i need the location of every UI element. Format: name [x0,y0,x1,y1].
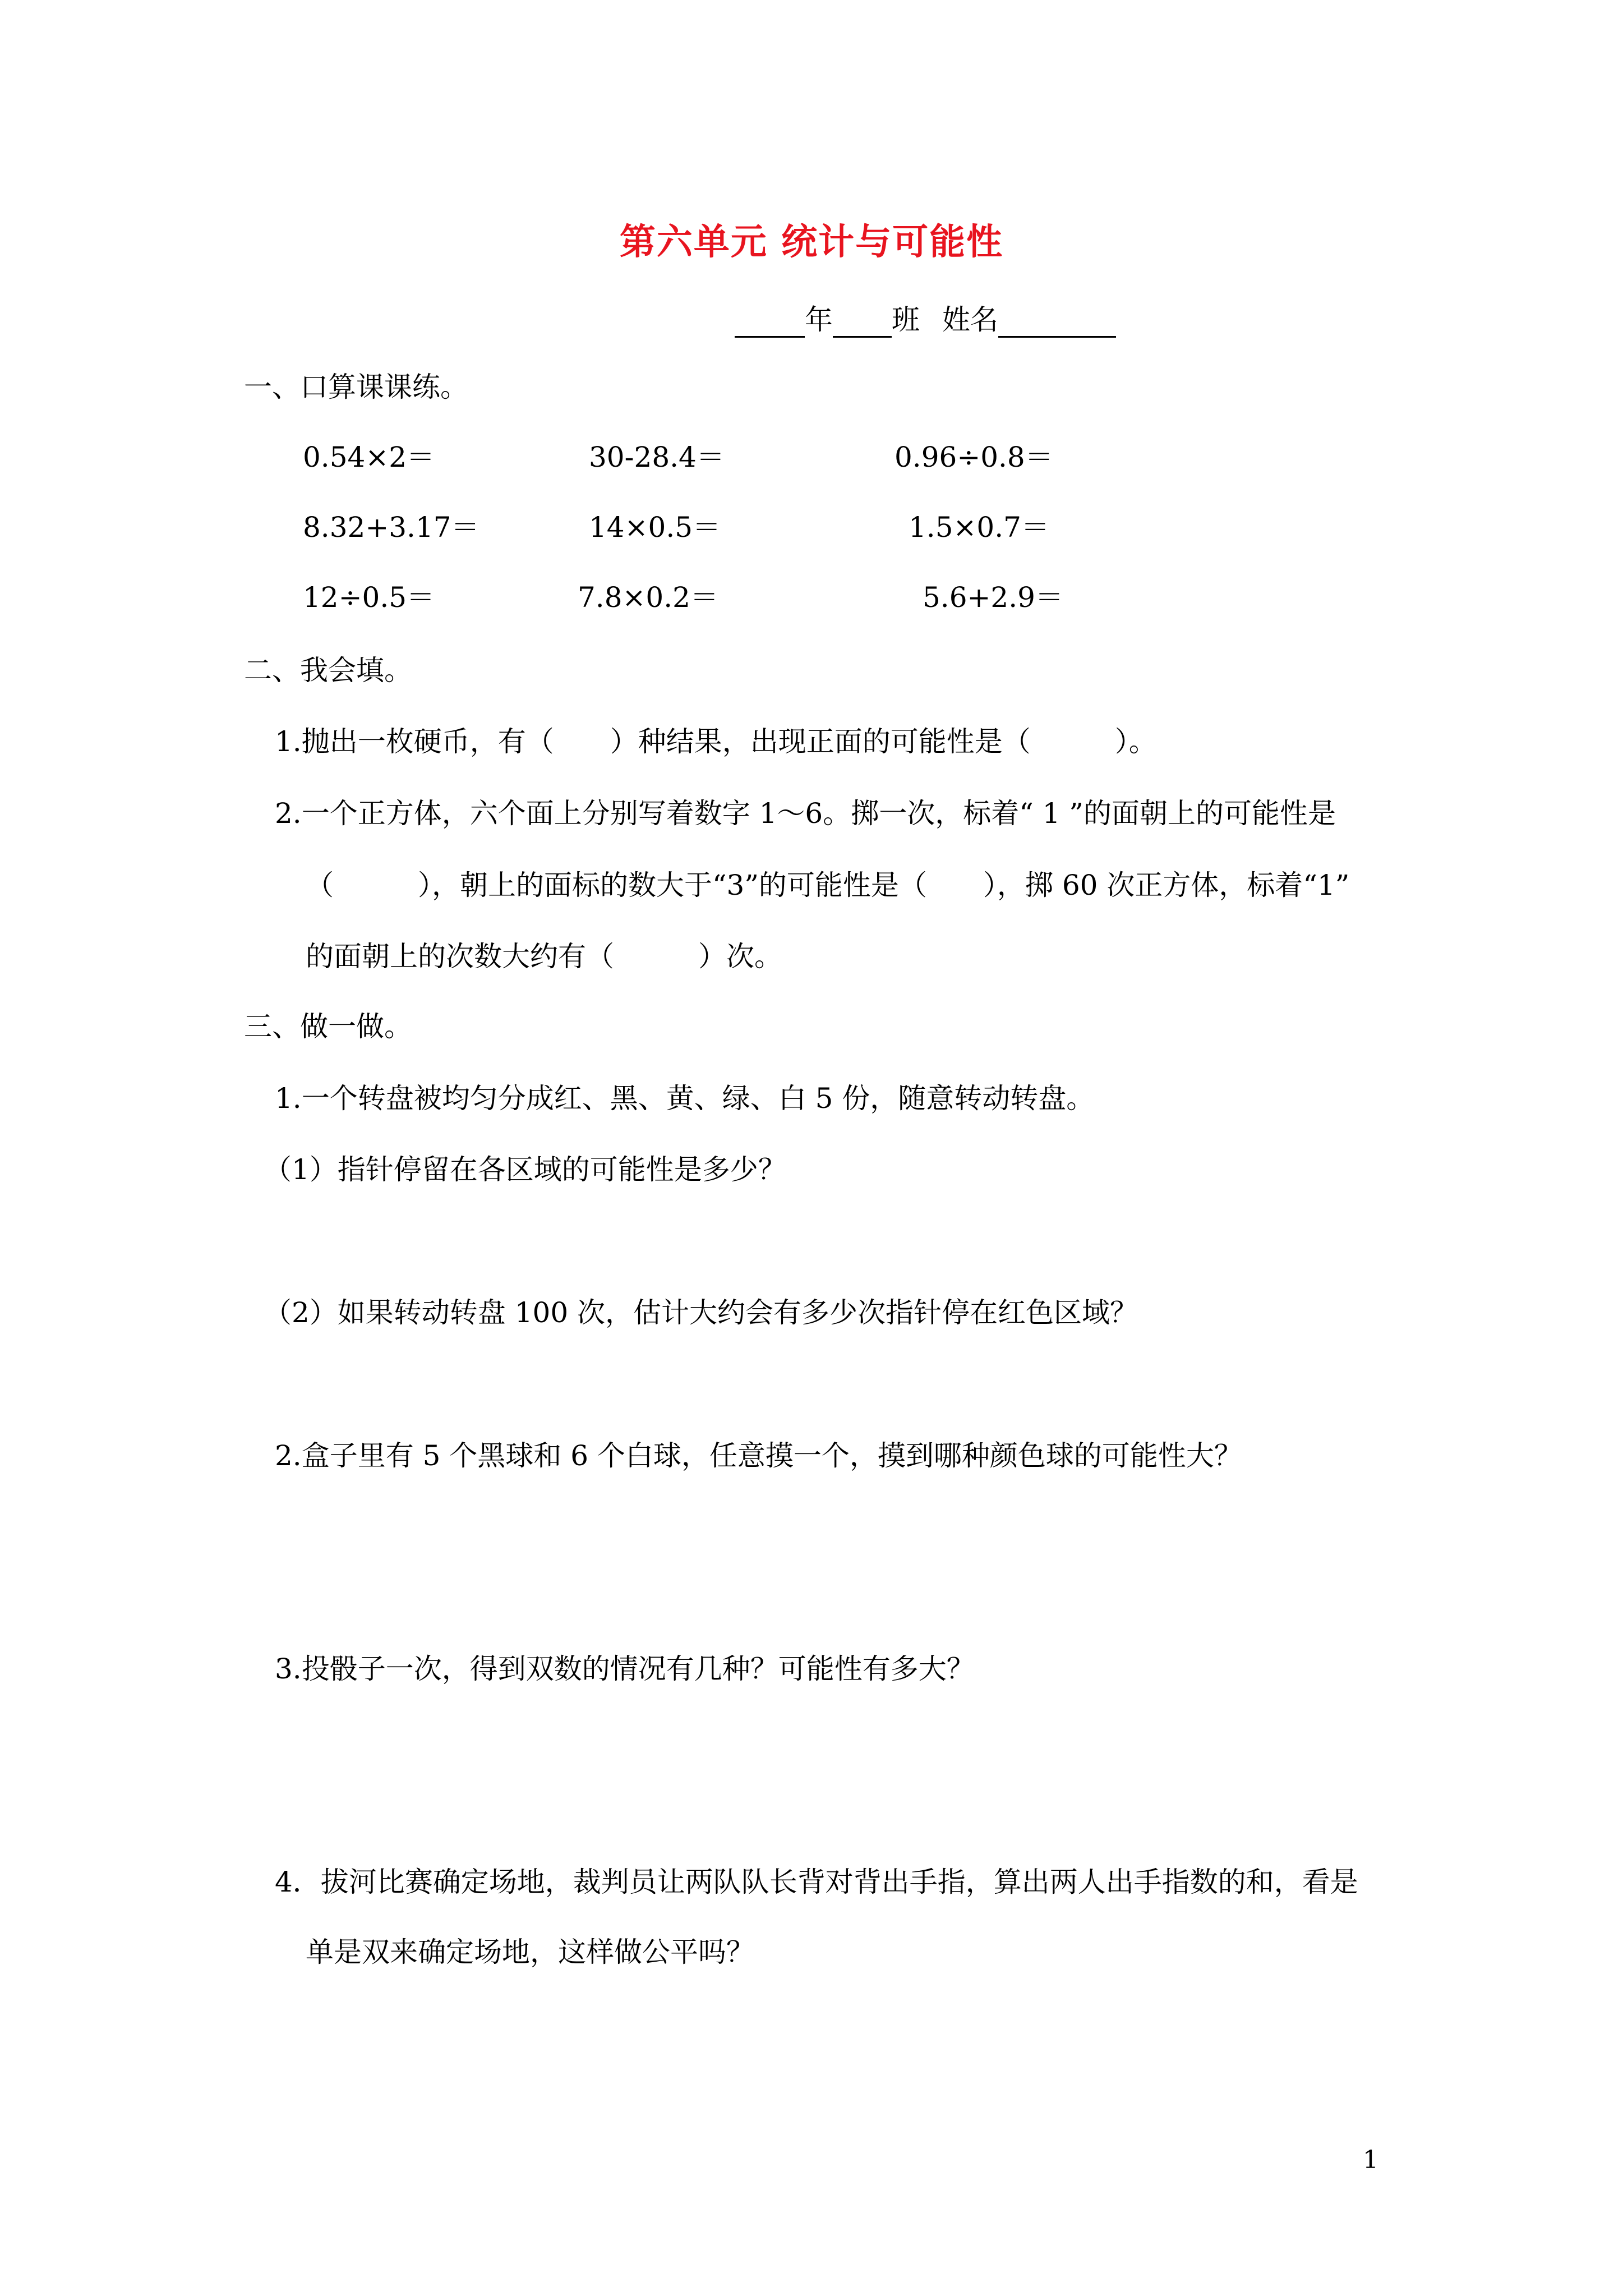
section2-heading: 二、我会填。 [244,654,412,687]
practice-question-1-part1: （1）指针停留在各区域的可能性是多少？ [264,1153,786,1186]
calc-item: 1.5×0.7＝ [909,511,1049,544]
calc-item: 14×0.5＝ [589,511,721,544]
fill-question-2-line3: 的面朝上的次数大约有（ ）次。 [306,940,782,973]
practice-question-3: 3.投骰子一次，得到双数的情况有几种？可能性有多大？ [275,1653,975,1685]
calc-item: 7.8×0.2＝ [578,581,718,614]
name-blank[interactable] [998,310,1116,338]
class-label: 班 [892,303,920,336]
calc-item: 0.96÷0.8＝ [895,441,1053,473]
calc-item: 30-28.4＝ [589,441,725,473]
fill-question-2-line1: 2.一个正方体，六个面上分别写着数字 1～6。掷一次，标着“ 1 ”的面朝上的可能性是 [275,797,1336,830]
page-number: 1 [1363,2146,1378,2174]
practice-question-1-part2: （2）如果转动转盘 100 次，估计大约会有多少次指针停在红色区域？ [264,1296,1138,1329]
calc-item: 8.32+3.17＝ [303,511,479,544]
calc-item: 12÷0.5＝ [303,581,435,614]
grade-blank[interactable] [735,310,805,338]
calc-item: 0.54×2＝ [303,441,435,473]
practice-question-1: 1.一个转盘被均匀分成红、黑、黄、绿、白 5 份，随意转动转盘。 [275,1082,1095,1115]
calc-item: 5.6+2.9＝ [923,581,1063,614]
practice-question-2: 2.盒子里有 5 个黑球和 6 个白球，任意摸一个，摸到哪种颜色球的可能性大？ [275,1439,1242,1472]
section3-heading: 三、做一做。 [244,1010,412,1043]
grade-label: 年 [805,303,833,336]
class-blank[interactable] [833,310,892,338]
section1-heading: 一、口算课课练。 [244,371,468,403]
name-label: 姓名 [942,303,998,336]
page-title: 第六单元 统计与可能性 [619,221,1004,263]
practice-question-4-line2: 单是双来确定场地，这样做公平吗？ [306,1936,754,1968]
fill-question-1: 1.抛出一枚硬币，有（ ）种结果，出现正面的可能性是（ ）。 [275,725,1157,758]
fill-question-2-line2: （ ），朝上的面标的数大于“3”的可能性是（ ），掷 60 次正方体，标着“1” [306,869,1350,901]
practice-question-4-line1: 4．拔河比赛确定场地，裁判员让两队队长背对背出手指，算出两人出手指数的和，看是 [275,1866,1358,1898]
student-info-line [735,297,1116,338]
